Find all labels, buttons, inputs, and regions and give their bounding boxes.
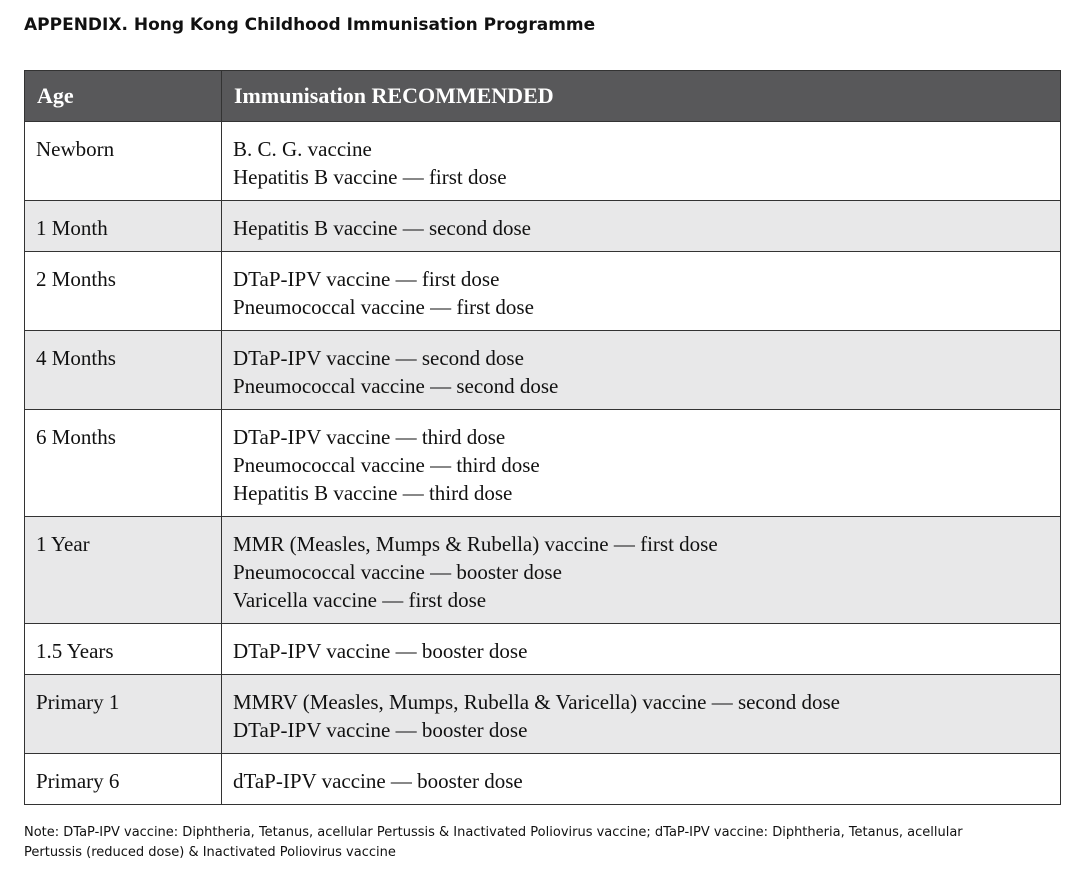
immunisation-cell [222, 252, 1061, 331]
vaccine-item: Pneumococcal vaccine — second dose [233, 374, 559, 398]
immunisation-table [24, 70, 1061, 805]
immunisation-cell [222, 624, 1061, 675]
age-cell: Primary 1 [25, 675, 222, 754]
age-cell: 2 Months [25, 252, 222, 331]
vaccine-item: DTaP-IPV vaccine — second dose [233, 346, 524, 370]
table-row [25, 201, 1061, 252]
vaccine-item: DTaP-IPV vaccine — first dose [233, 267, 500, 291]
vaccine-item: Pneumococcal vaccine — booster dose [233, 560, 562, 584]
table-header-row [25, 71, 1061, 122]
vaccine-item: Hepatitis B vaccine — second dose [233, 216, 531, 240]
immunisation-cell [222, 201, 1061, 252]
column-header-age: Age [25, 71, 222, 122]
age-cell: 4 Months [25, 331, 222, 410]
vaccine-item: Hepatitis B vaccine — third dose [233, 481, 513, 505]
vaccine-item: Pneumococcal vaccine — third dose [233, 453, 540, 477]
table-row [25, 331, 1061, 410]
age-cell: 1 Year [25, 517, 222, 624]
vaccine-item: MMR (Measles, Mumps & Rubella) vaccine — first dose [233, 532, 718, 556]
vaccine-item: DTaP-IPV vaccine — booster dose [233, 718, 528, 742]
immunisation-cell [222, 754, 1061, 805]
vaccine-item: B. C. G. vaccine [233, 137, 372, 161]
vaccine-item: dTaP-IPV vaccine — booster dose [233, 769, 523, 793]
vaccine-item: MMRV (Measles, Mumps, Rubella & Varicella) vaccine — second dose [233, 690, 841, 714]
age-cell: Newborn [25, 122, 222, 201]
age-cell: 1.5 Years [25, 624, 222, 675]
immunisation-cell [222, 410, 1061, 517]
vaccine-item: DTaP-IPV vaccine — third dose [233, 425, 506, 449]
table-row [25, 410, 1061, 517]
age-cell: 6 Months [25, 410, 222, 517]
vaccine-item: DTaP-IPV vaccine — booster dose [233, 639, 528, 663]
table-row [25, 252, 1061, 331]
age-cell: Primary 6 [25, 754, 222, 805]
immunisation-cell [222, 517, 1061, 624]
immunisation-cell [222, 331, 1061, 410]
vaccine-item: Pneumococcal vaccine — first dose [233, 295, 534, 319]
age-cell: 1 Month [25, 201, 222, 252]
page-title: APPENDIX. Hong Kong Childhood Immunisation Programme [24, 15, 596, 35]
footnote: Note: DTaP-IPV vaccine: Diphtheria, Tetanus, acellular Pertussis & Inactivated Poliovirus vaccine; dTaP-IPV vaccine: Diphtheria, Tetanus, acellular Pertussis (reduced dose) & Inactivated Poliovirus vaccine [24, 825, 963, 860]
vaccine-item: Varicella vaccine — first dose [233, 588, 487, 612]
table-row [25, 754, 1061, 805]
table-row [25, 517, 1061, 624]
immunisation-cell [222, 675, 1061, 754]
immunisation-cell [222, 122, 1061, 201]
column-header-immunisation: Immunisation RECOMMENDED [222, 71, 1061, 122]
table-row [25, 624, 1061, 675]
table-row [25, 122, 1061, 201]
table-row [25, 675, 1061, 754]
vaccine-item: Hepatitis B vaccine — first dose [233, 165, 507, 189]
